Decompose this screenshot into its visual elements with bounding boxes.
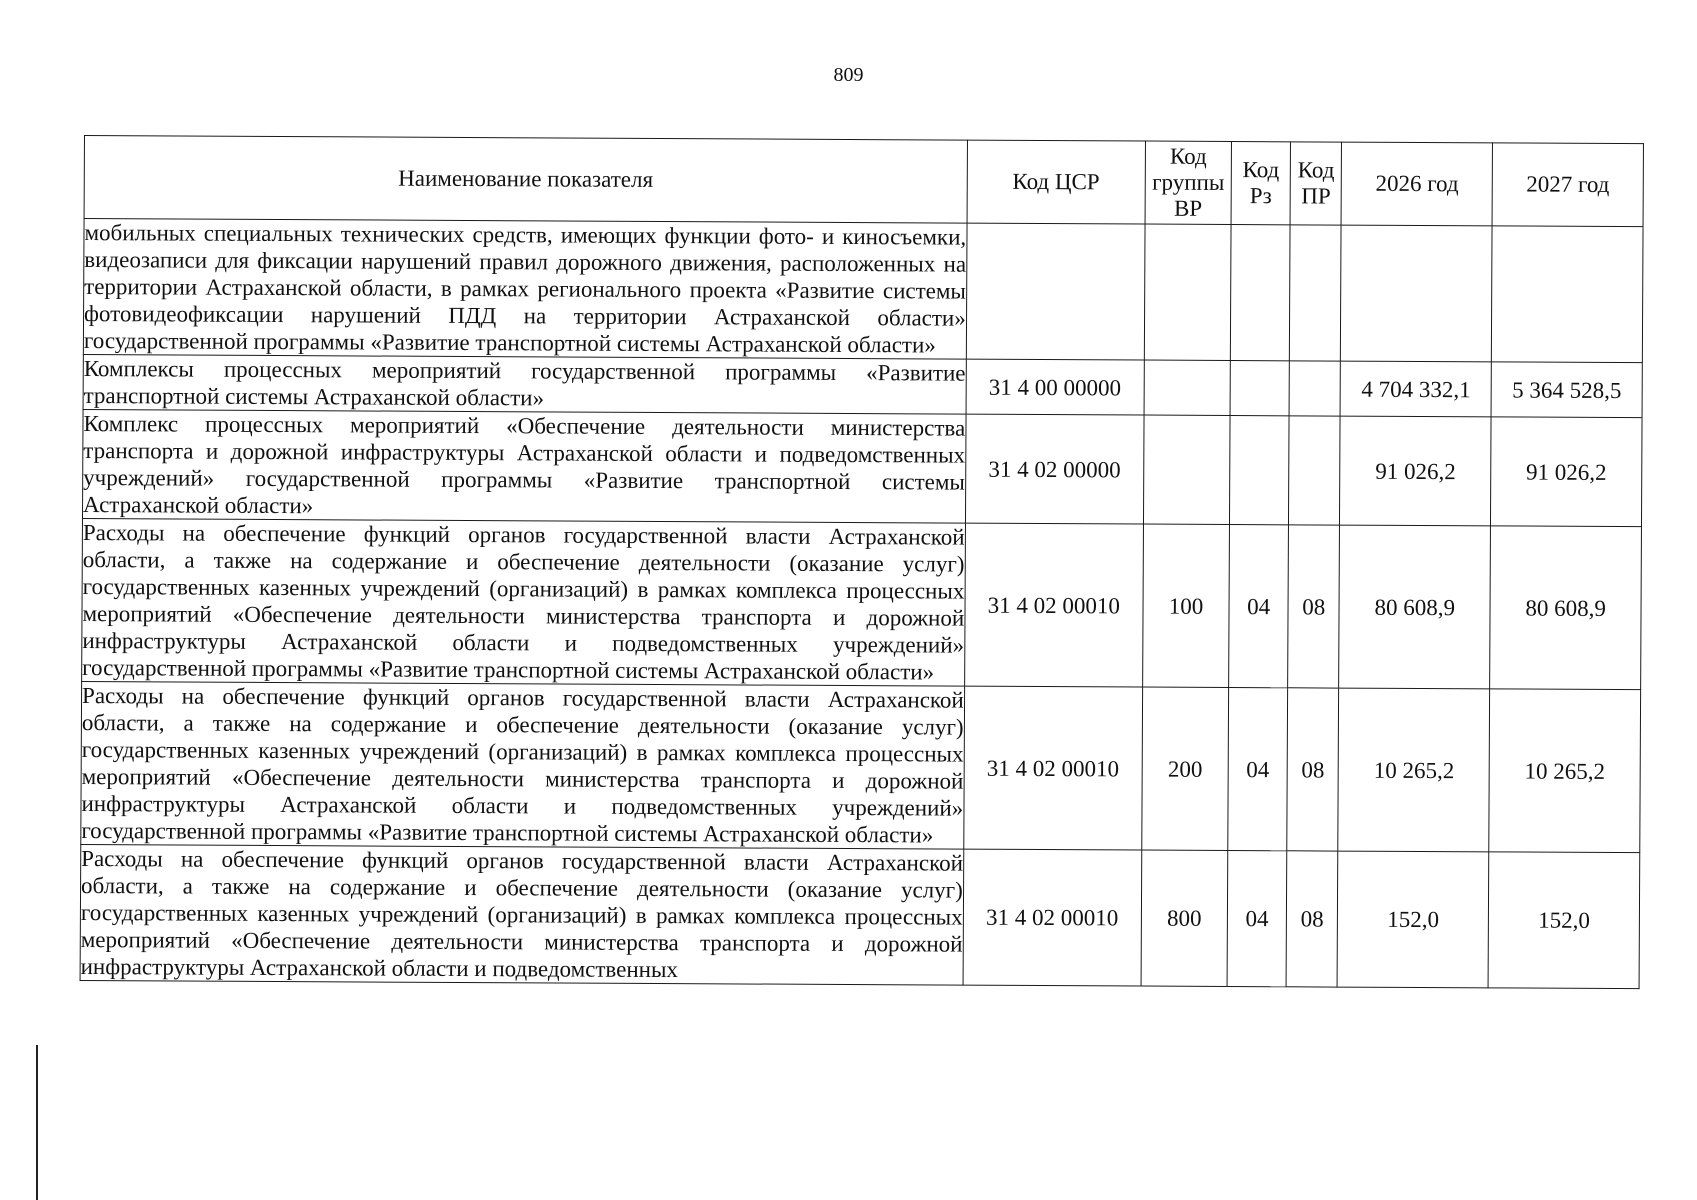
row-pr [1289, 416, 1341, 525]
row-csr: 31 4 02 00000 [965, 414, 1144, 524]
row-rz: 04 [1228, 688, 1288, 851]
table-header-row [84, 136, 1643, 227]
row-pr: 08 [1288, 525, 1340, 688]
header-2027: 2027 год [1492, 143, 1643, 227]
row-2026: 91 026,2 [1340, 416, 1491, 526]
row-pr: 08 [1287, 688, 1339, 851]
row-name: мобильных специальных технических средств, имеющих функции фото- и киносъемки, видеозаписи для фиксации нарушений правил дорожного движения, расположенных на территории Астраханской области, в рамках регионального проекта «Развитие системы фотовидеофиксации нарушений ПДД на территории Астраханской области» государственной программы «Развитие транспортной системы Астраханской области» [83, 220, 967, 358]
page-number: 809 [833, 64, 864, 86]
header-vr: Код группы ВР [1145, 141, 1232, 224]
row-2027 [1492, 226, 1644, 363]
row-pr [1289, 225, 1341, 361]
header-pr: Код ПР [1290, 142, 1342, 225]
row-vr: 100 [1142, 524, 1229, 687]
row-2026: 80 608,9 [1339, 525, 1491, 689]
row-vr [1144, 360, 1231, 415]
row-rz: 04 [1227, 850, 1287, 986]
table-row [82, 518, 1642, 689]
table-row [81, 681, 1641, 852]
row-pr: 08 [1286, 851, 1338, 987]
row-2026 [1341, 225, 1492, 362]
row-2027: 152,0 [1488, 852, 1640, 989]
row-2027: 5 364 528,5 [1491, 362, 1642, 418]
row-rz [1230, 361, 1289, 416]
row-2027: 80 608,9 [1490, 526, 1642, 690]
row-name: Расходы на обеспечение функций органов государственной власти Астраханской области, а также на содержание и обеспечение деятельности (оказание услуг) государственных казенных учреждений (организаций) в рамках комплекса процессных мероприятий «Обеспечение деятельности министерства транспорта и дорожной инфраструктуры Астраханской области и подведомственных [80, 844, 963, 985]
row-rz [1230, 225, 1290, 361]
table-row [82, 409, 1642, 526]
header-rz: Код Рз [1231, 142, 1290, 225]
row-2027: 91 026,2 [1491, 417, 1642, 527]
row-csr: 31 4 02 00010 [964, 686, 1143, 850]
header-csr: Код ЦСР [967, 140, 1145, 224]
table-row [83, 219, 1643, 363]
row-vr: 800 [1141, 850, 1228, 986]
row-csr: 31 4 02 00010 [964, 523, 1143, 687]
row-2027: 10 265,2 [1489, 689, 1641, 853]
margin-rule [36, 1045, 38, 1200]
header-name: Наименование показателя [84, 136, 967, 224]
row-2026: 10 265,2 [1338, 688, 1490, 852]
budget-table [80, 135, 1644, 989]
row-pr [1289, 361, 1341, 416]
row-name: Расходы на обеспечение функций органов государственной власти Астраханской области, а также на содержание и обеспечение деятельности (оказание услуг) государственных казенных учреждений (организаций) в рамках комплекса процессных мероприятий «Обеспечение деятельности министерства транспорта и дорожной инфраструктуры Астраханской области и подведомственных учреждений» государственной программы «Развитие транспортной системы Астраханской области» [82, 519, 965, 685]
row-vr: 200 [1142, 687, 1229, 850]
row-name: Комплекс процессных мероприятий «Обеспечение деятельности министерства транспорта и дорожной инфраструктуры Астраханской области и подведомственных учреждений» государственной программы «Развитие транспортной системы Астраханской области» [82, 409, 965, 523]
row-csr [966, 223, 1145, 360]
row-rz: 04 [1229, 525, 1289, 688]
row-csr: 31 4 02 00010 [963, 849, 1142, 986]
row-csr: 31 4 00 00000 [966, 359, 1144, 415]
row-vr [1144, 224, 1231, 360]
row-vr [1143, 415, 1230, 524]
row-name: Комплексы процессных мероприятий государственной программы «Развитие транспортной системы Астраханской области» [83, 354, 966, 414]
row-rz [1230, 416, 1290, 525]
header-2026: 2026 год [1341, 142, 1492, 226]
row-2026: 4 704 332,1 [1340, 361, 1491, 417]
row-2026: 152,0 [1337, 851, 1488, 988]
table-row [83, 354, 1642, 417]
table-row [80, 844, 1640, 988]
row-name: Расходы на обеспечение функций органов государственной власти Астраханской области, а также на содержание и обеспечение деятельности (оказание услуг) государственных казенных учреждений (организаций) в рамках комплекса процессных мероприятий «Обеспечение деятельности министерства транспорта и дорожной инфраструктуры Астраханской области и подведомственных учреждений» государственной программы «Развитие транспортной системы Астраханской области» [81, 682, 964, 848]
